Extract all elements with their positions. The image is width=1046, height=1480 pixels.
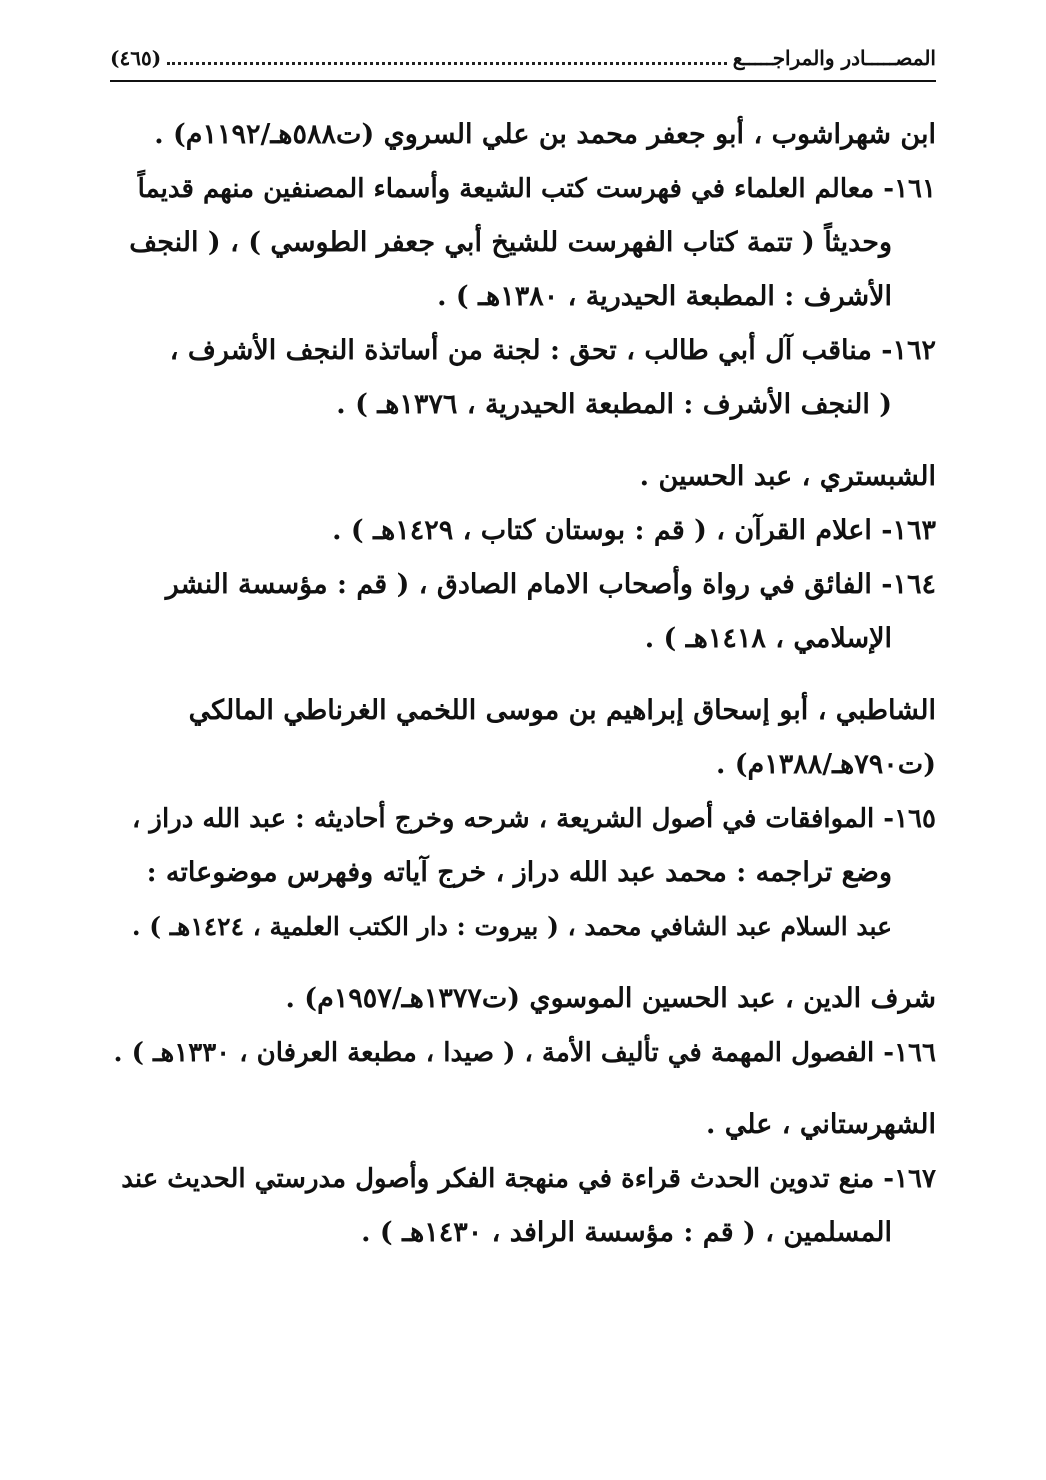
author-name: الشاطبي ، أبو إسحاق إبراهيم بن موسى اللخمي الغرناطي المالكي <box>188 695 936 726</box>
work-citation-line: ١٦٥- الموافقات في أصول الشريعة ، شرحه وخرج أحاديثه : عبد الله دراز ، <box>131 804 936 834</box>
author-entry <box>110 684 936 954</box>
author-entry <box>110 108 936 432</box>
header-rule <box>110 80 936 82</box>
work-citation-line: ١٦٢- مناقب آل أبي طالب ، تحق : لجنة من أساتذة النجف الأشرف ، <box>169 335 936 366</box>
work-citation-line: عبد السلام عبد الشافي محمد ، ( بيروت : دار الكتب العلمية ، ١٤٢٤هـ ) . <box>131 912 892 941</box>
header-page-number: (٤٦٥) <box>110 46 162 70</box>
author-name: الشبستري ، عبد الحسين . <box>639 461 936 492</box>
bibliography-entries <box>110 108 936 1278</box>
header-title: المصـــــادر والمراجـــــع <box>732 46 936 70</box>
author-entry <box>110 1098 936 1260</box>
author-dates: (ت٧٩٠هـ/١٣٨٨م) . <box>715 749 936 780</box>
work-citation-line: ١٦٧- منع تدوين الحدث قراءة في منهجة الفكر وأصول مدرستي الحديث عند <box>121 1164 936 1194</box>
work-citation-line: ١٦٤- الفائق في رواة وأصحاب الامام الصادق ، ( قم : مؤسسة النشر <box>165 569 936 600</box>
author-entry <box>110 972 936 1080</box>
work-citation-line: ١٦٦- الفصول المهمة في تأليف الأمة ، ( صيدا ، مطبعة العرفان ، ١٣٣٠هـ ) . <box>113 1038 936 1068</box>
work-citation-line: ١٦١- معالم العلماء في فهرست كتب الشيعة وأسماء المصنفين منهم قديماً <box>137 174 936 204</box>
work-citation-line: الأشرف : المطبعة الحيدرية ، ١٣٨٠هـ ) . <box>437 281 892 312</box>
author-name: ابن شهراشوب ، أبو جعفر محمد بن علي السروي (ت٥٨٨هـ/١١٩٢م) . <box>154 119 936 150</box>
work-citation-line: ١٦٣- اعلام القرآن ، ( قم : بوستان كتاب ، ١٤٢٩هـ ) . <box>332 515 936 546</box>
work-citation-line: ( النجف الأشرف : المطبعة الحيدرية ، ١٣٧٦هـ ) . <box>336 389 892 420</box>
running-header <box>110 38 936 78</box>
author-entry <box>110 450 936 666</box>
author-name: شرف الدين ، عبد الحسين الموسوي (ت١٣٧٧هـ/١٩٥٧م) . <box>285 983 936 1014</box>
work-citation-line: المسلمين ، ( قم : مؤسسة الرافد ، ١٤٣٠هـ ) . <box>361 1217 892 1248</box>
work-citation-line: وحديثاً ( تتمة كتاب الفهرست للشيخ أبي جعفر الطوسي ) ، ( النجف <box>129 227 892 258</box>
work-citation-line: وضع تراجمه : محمد عبد الله دراز ، خرج آياته وفهرس موضوعاته : <box>146 857 892 888</box>
author-name: الشهرستاني ، علي . <box>705 1109 936 1140</box>
header-dot-leader <box>167 52 727 65</box>
work-citation-line: الإسلامي ، ١٤١٨هـ ) . <box>644 623 892 654</box>
